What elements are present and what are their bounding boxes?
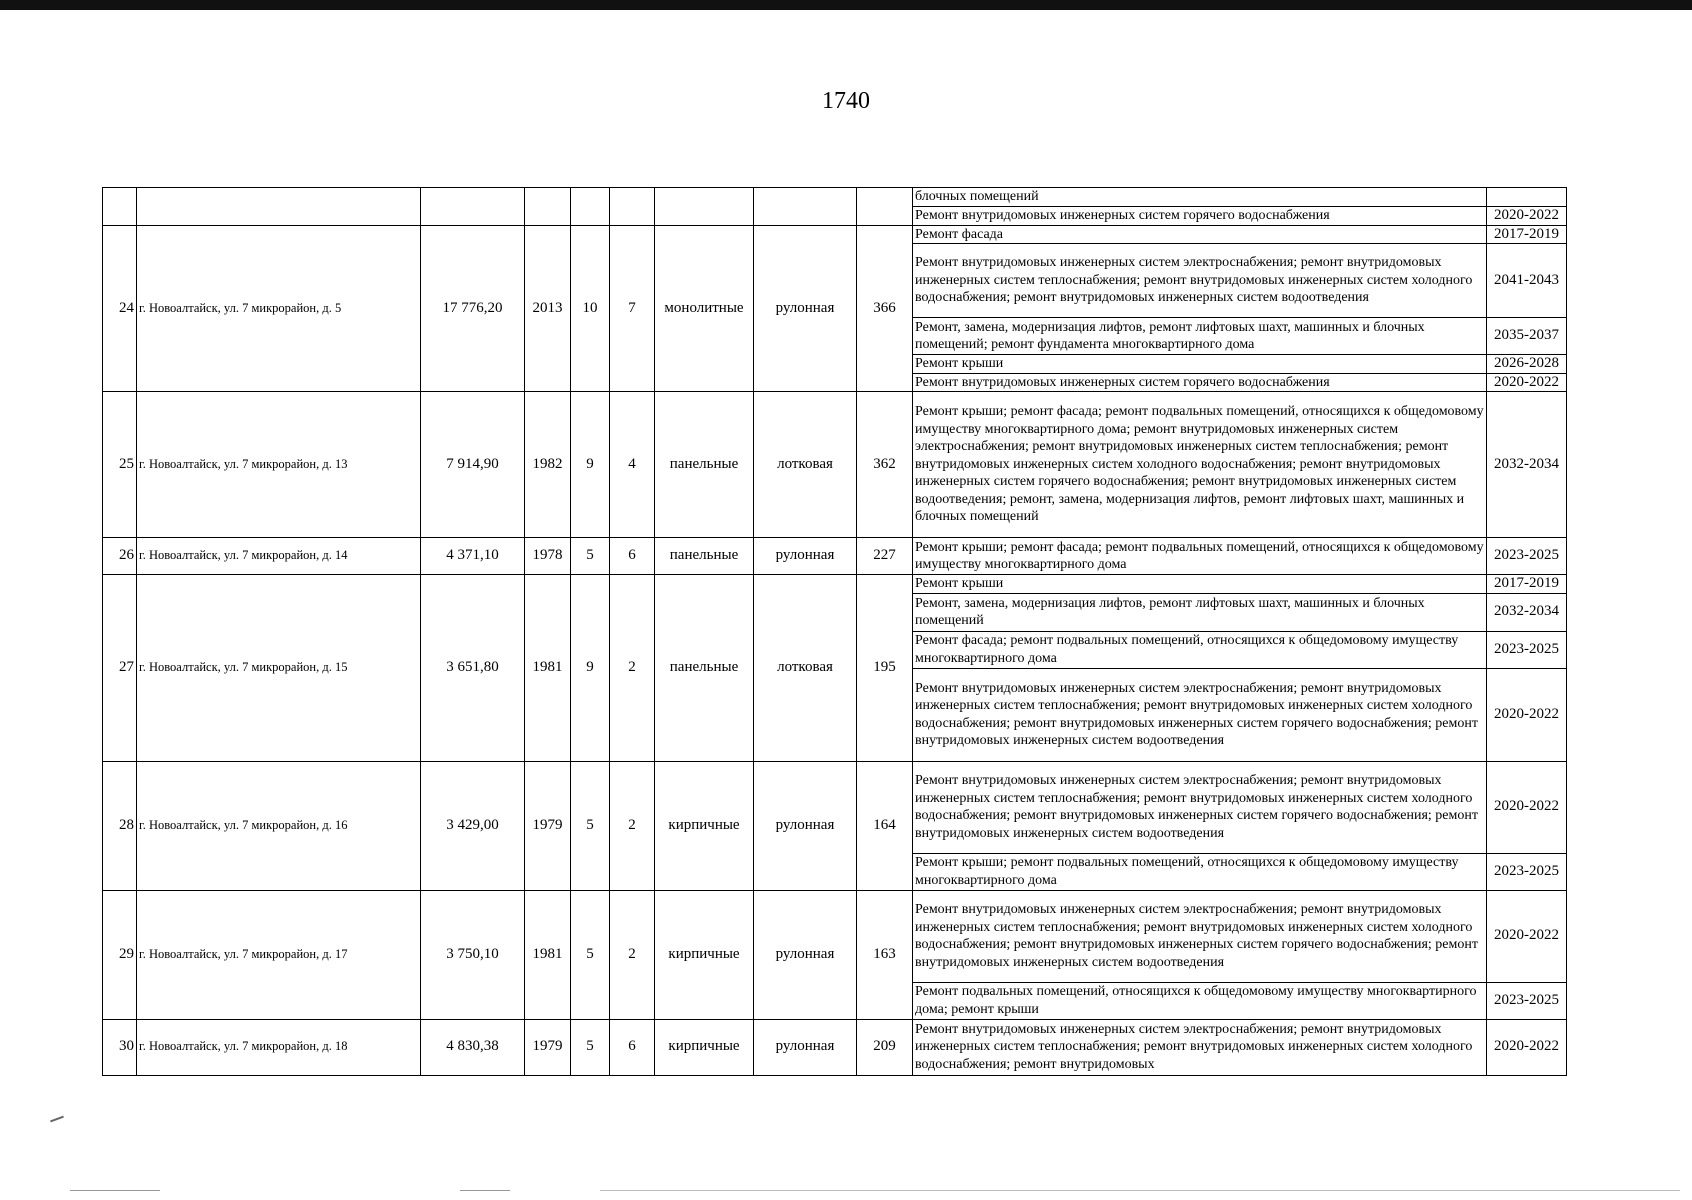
house-area: 4 371,10: [421, 538, 525, 575]
work-period: 2023-2025: [1487, 853, 1567, 890]
work-description: Ремонт крыши; ремонт фасада; ремонт подвальных помещений, относящихся к общедомовому имуществу многоквартирного дома: [913, 538, 1487, 575]
house-area: 4 830,38: [421, 1019, 525, 1075]
floor-count: 9: [571, 575, 610, 762]
house-address: г. Новоалтайск, ул. 7 микрорайон, д. 17: [137, 890, 421, 1019]
wall-material: [655, 188, 754, 226]
house-address: г. Новоалтайск, ул. 7 микрорайон, д. 5: [137, 225, 421, 392]
scan-bottom-marks: [0, 1190, 1692, 1196]
resident-count: 163: [857, 890, 913, 1019]
table-row: [103, 761, 1567, 853]
build-year: 1978: [525, 538, 571, 575]
work-period: 2017-2019: [1487, 225, 1567, 244]
floor-count: 9: [571, 392, 610, 538]
resident-count: 209: [857, 1019, 913, 1075]
roof-type: лотковая: [754, 575, 857, 762]
build-year: 1981: [525, 575, 571, 762]
resident-count: [857, 188, 913, 226]
row-number: 26: [103, 538, 137, 575]
wall-material: кирпичные: [655, 1019, 754, 1075]
repair-schedule-table: [102, 187, 1567, 1076]
work-description: Ремонт крыши: [913, 355, 1487, 374]
work-description: Ремонт внутридомовых инженерных систем электроснабжения; ремонт внутридомовых инженерных систем теплоснабжения; ремонт внутридомовых инженерных систем холодного водоснабжения; ремонт внутридомовых инженерных систем горячего водоснабжения; ремонт внутридомовых инженерных систем водоотведения: [913, 761, 1487, 853]
house-area: 3 750,10: [421, 890, 525, 1019]
wall-material: кирпичные: [655, 890, 754, 1019]
build-year: [525, 188, 571, 226]
entrance-count: 2: [610, 761, 655, 890]
work-description: блочных помещений: [913, 188, 1487, 207]
work-description: Ремонт крыши; ремонт подвальных помещений, относящихся к общедомовому имуществу многоквартирного дома: [913, 853, 1487, 890]
row-number: [103, 188, 137, 226]
roof-type: рулонная: [754, 225, 857, 392]
work-description: Ремонт, замена, модернизация лифтов, ремонт лифтовых шахт, машинных и блочных помещений: [913, 593, 1487, 631]
work-period: 2020-2022: [1487, 890, 1567, 982]
work-description: Ремонт внутридомовых инженерных систем горячего водоснабжения: [913, 373, 1487, 392]
house-address: г. Новоалтайск, ул. 7 микрорайон, д. 18: [137, 1019, 421, 1075]
table-row: [103, 392, 1567, 538]
row-number: 29: [103, 890, 137, 1019]
entrance-count: 2: [610, 890, 655, 1019]
work-period: 2020-2022: [1487, 207, 1567, 226]
table-row: [103, 188, 1567, 207]
work-period: 2023-2025: [1487, 982, 1567, 1019]
work-period: 2041-2043: [1487, 244, 1567, 318]
work-description: Ремонт внутридомовых инженерных систем электроснабжения; ремонт внутридомовых инженерных систем теплоснабжения; ремонт внутридомовых инженерных систем холодного водоснабжения; ремонт внутридомовых инженерных систем водоотведения: [913, 244, 1487, 318]
house-address: г. Новоалтайск, ул. 7 микрорайон, д. 13: [137, 392, 421, 538]
roof-type: рулонная: [754, 761, 857, 890]
page-number: 1740: [822, 88, 870, 114]
work-description: Ремонт внутридомовых инженерных систем горячего водоснабжения: [913, 207, 1487, 226]
roof-type: рулонная: [754, 538, 857, 575]
table-row: [103, 225, 1567, 244]
table-body: [103, 188, 1567, 1076]
build-year: 1979: [525, 761, 571, 890]
house-address: [137, 188, 421, 226]
roof-type: рулонная: [754, 1019, 857, 1075]
table-row: [103, 1019, 1567, 1075]
roof-type: лотковая: [754, 392, 857, 538]
floor-count: 5: [571, 890, 610, 1019]
floor-count: [571, 188, 610, 226]
entrance-count: 4: [610, 392, 655, 538]
work-description: Ремонт подвальных помещений, относящихся к общедомовому имуществу многоквартирного дома; ремонт крыши: [913, 982, 1487, 1019]
resident-count: 366: [857, 225, 913, 392]
work-period: [1487, 188, 1567, 207]
work-period: 2032-2034: [1487, 593, 1567, 631]
wall-material: панельные: [655, 392, 754, 538]
floor-count: 5: [571, 1019, 610, 1075]
row-number: 28: [103, 761, 137, 890]
wall-material: панельные: [655, 538, 754, 575]
row-number: 24: [103, 225, 137, 392]
work-description: Ремонт внутридомовых инженерных систем электроснабжения; ремонт внутридомовых инженерных систем теплоснабжения; ремонт внутридомовых инженерных систем холодного водоснабжения; ремонт внутридомовых инженерных систем горячего водоснабжения; ремонт внутридомовых инженерных систем водоотведения: [913, 890, 1487, 982]
work-description: Ремонт фасада; ремонт подвальных помещений, относящихся к общедомовому имуществу многоквартирного дома: [913, 631, 1487, 668]
wall-material: панельные: [655, 575, 754, 762]
roof-type: рулонная: [754, 890, 857, 1019]
house-address: г. Новоалтайск, ул. 7 микрорайон, д. 15: [137, 575, 421, 762]
work-period: 2020-2022: [1487, 668, 1567, 761]
house-area: 7 914,90: [421, 392, 525, 538]
work-description: Ремонт внутридомовых инженерных систем электроснабжения; ремонт внутридомовых инженерных систем теплоснабжения; ремонт внутридомовых инженерных систем холодного водоснабжения; ремонт внутридомовых инженерных систем горячего водоснабжения; ремонт внутридомовых инженерных систем водоотведения: [913, 668, 1487, 761]
build-year: 1982: [525, 392, 571, 538]
row-number: 25: [103, 392, 137, 538]
scan-top-border: [0, 0, 1692, 10]
work-period: 2020-2022: [1487, 761, 1567, 853]
build-year: 2013: [525, 225, 571, 392]
entrance-count: [610, 188, 655, 226]
work-period: 2026-2028: [1487, 355, 1567, 374]
floor-count: 10: [571, 225, 610, 392]
work-period: 2032-2034: [1487, 392, 1567, 538]
build-year: 1979: [525, 1019, 571, 1075]
row-number: 27: [103, 575, 137, 762]
table-row: [103, 575, 1567, 594]
work-period: 2017-2019: [1487, 575, 1567, 594]
work-description: Ремонт крыши: [913, 575, 1487, 594]
build-year: 1981: [525, 890, 571, 1019]
table-row: [103, 538, 1567, 575]
house-address: г. Новоалтайск, ул. 7 микрорайон, д. 14: [137, 538, 421, 575]
work-period: 2023-2025: [1487, 631, 1567, 668]
row-number: 30: [103, 1019, 137, 1075]
house-area: [421, 188, 525, 226]
entrance-count: 2: [610, 575, 655, 762]
roof-type: [754, 188, 857, 226]
floor-count: 5: [571, 761, 610, 890]
wall-material: кирпичные: [655, 761, 754, 890]
table-row: [103, 890, 1567, 982]
house-area: 17 776,20: [421, 225, 525, 392]
entrance-count: 6: [610, 538, 655, 575]
work-description: Ремонт, замена, модернизация лифтов, ремонт лифтовых шахт, машинных и блочных помещений; ремонт фундамента многоквартирного дома: [913, 318, 1487, 355]
work-period: 2020-2022: [1487, 1019, 1567, 1075]
work-description: Ремонт крыши; ремонт фасада; ремонт подвальных помещений, относящихся к общедомовому имуществу многоквартирного дома; ремонт внутридомовых инженерных систем электроснабжения; ремонт внутридомовых инженерных систем теплоснабжения; ремонт внутридомовых инженерных систем холодного водоснабжения; ремонт внутридомовых инженерных систем горячего водоснабжения; ремонт внутридомовых инженерных систем водоотведения; ремонт, замена, модернизация лифтов, ремонт лифтовых шахт, машинных и блочных помещений: [913, 392, 1487, 538]
house-address: г. Новоалтайск, ул. 7 микрорайон, д. 16: [137, 761, 421, 890]
scan-speck: [50, 1116, 64, 1123]
work-period: 2023-2025: [1487, 538, 1567, 575]
work-description: Ремонт фасада: [913, 225, 1487, 244]
work-description: Ремонт внутридомовых инженерных систем электроснабжения; ремонт внутридомовых инженерных систем теплоснабжения; ремонт внутридомовых инженерных систем холодного водоснабжения; ремонт внутридомовых: [913, 1019, 1487, 1075]
house-area: 3 651,80: [421, 575, 525, 762]
entrance-count: 7: [610, 225, 655, 392]
work-period: 2020-2022: [1487, 373, 1567, 392]
floor-count: 5: [571, 538, 610, 575]
resident-count: 195: [857, 575, 913, 762]
resident-count: 164: [857, 761, 913, 890]
entrance-count: 6: [610, 1019, 655, 1075]
house-area: 3 429,00: [421, 761, 525, 890]
resident-count: 227: [857, 538, 913, 575]
resident-count: 362: [857, 392, 913, 538]
work-period: 2035-2037: [1487, 318, 1567, 355]
wall-material: монолитные: [655, 225, 754, 392]
